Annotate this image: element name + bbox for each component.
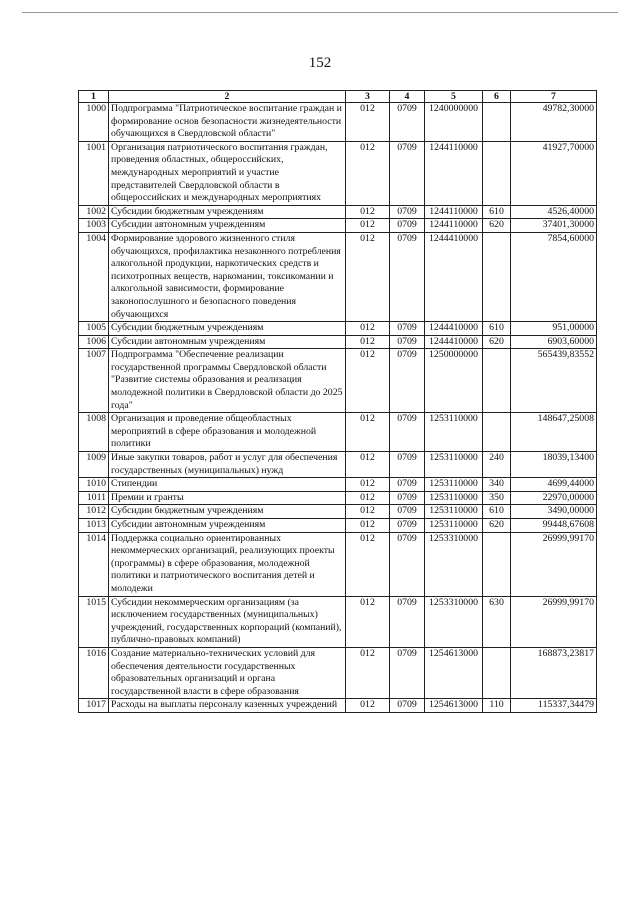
row-description: Субсидии автономным учреждениям <box>109 519 346 533</box>
row-expense-type: 630 <box>483 596 511 647</box>
row-description: Субсидии бюджетным учреждениям <box>109 505 346 519</box>
row-section-code: 0709 <box>390 141 425 205</box>
row-target-article: 1244410000 <box>425 335 483 349</box>
row-description: Подпрограмма "Патриотическое воспитание граждан и формирование основ безопасности жизнедеятельности обучающихся в Свердловской области" <box>109 103 346 142</box>
row-description: Поддержка социально ориентированных некоммерческих организаций, реализующих проекты (программы) в сфере образования, молодежной политики и патриотического воспитания детей и молодежи <box>109 532 346 596</box>
table-row <box>79 205 597 219</box>
row-number: 1013 <box>79 519 109 533</box>
row-target-article: 1253310000 <box>425 596 483 647</box>
row-target-article: 1253110000 <box>425 491 483 505</box>
table-row <box>79 491 597 505</box>
row-section-code: 0709 <box>390 519 425 533</box>
row-number: 1011 <box>79 491 109 505</box>
row-target-article: 1253110000 <box>425 505 483 519</box>
row-description: Стипендии <box>109 478 346 492</box>
table-row <box>79 519 597 533</box>
row-ministry-code: 012 <box>346 232 390 321</box>
row-number: 1002 <box>79 205 109 219</box>
row-amount: 3490,00000 <box>511 505 597 519</box>
row-expense-type: 620 <box>483 519 511 533</box>
row-description: Организация и проведение общеобластных мероприятий в сфере образования и молодежной политики <box>109 413 346 452</box>
row-target-article: 1244110000 <box>425 205 483 219</box>
row-number: 1003 <box>79 219 109 233</box>
row-description: Субсидии автономным учреждениям <box>109 219 346 233</box>
row-section-code: 0709 <box>390 699 425 713</box>
table-row <box>79 452 597 478</box>
row-expense-type: 610 <box>483 322 511 336</box>
row-expense-type <box>483 413 511 452</box>
row-number: 1014 <box>79 532 109 596</box>
row-target-article: 1253310000 <box>425 532 483 596</box>
row-section-code: 0709 <box>390 219 425 233</box>
row-expense-type: 610 <box>483 205 511 219</box>
row-section-code: 0709 <box>390 413 425 452</box>
row-number: 1016 <box>79 647 109 698</box>
row-section-code: 0709 <box>390 103 425 142</box>
row-section-code: 0709 <box>390 232 425 321</box>
row-description: Субсидии бюджетным учреждениям <box>109 205 346 219</box>
row-ministry-code: 012 <box>346 141 390 205</box>
row-amount: 4699,44000 <box>511 478 597 492</box>
row-description: Премии и гранты <box>109 491 346 505</box>
row-number: 1000 <box>79 103 109 142</box>
row-ministry-code: 012 <box>346 322 390 336</box>
row-target-article: 1244410000 <box>425 322 483 336</box>
table-row <box>79 413 597 452</box>
row-target-article: 1253110000 <box>425 452 483 478</box>
table-row <box>79 322 597 336</box>
row-expense-type <box>483 349 511 413</box>
row-amount: 148647,25008 <box>511 413 597 452</box>
table-row <box>79 103 597 142</box>
row-amount: 26999,99170 <box>511 596 597 647</box>
row-number: 1006 <box>79 335 109 349</box>
row-target-article: 1240000000 <box>425 103 483 142</box>
row-ministry-code: 012 <box>346 647 390 698</box>
row-amount: 4526,40000 <box>511 205 597 219</box>
row-ministry-code: 012 <box>346 205 390 219</box>
row-amount: 168873,23817 <box>511 647 597 698</box>
budget-table <box>78 90 597 713</box>
row-amount: 18039,13400 <box>511 452 597 478</box>
table-row <box>79 219 597 233</box>
row-ministry-code: 012 <box>346 505 390 519</box>
row-target-article: 1254613000 <box>425 699 483 713</box>
column-header: 3 <box>346 91 390 103</box>
row-section-code: 0709 <box>390 349 425 413</box>
row-description: Создание материально-технических условий для обеспечения деятельности государственных образовательных организаций и органа государственной власти в сфере образования <box>109 647 346 698</box>
row-expense-type <box>483 532 511 596</box>
row-description: Субсидии некоммерческим организациям (за исключением государственных (муниципальных) учреждений, государственных корпораций (компаний), публично-правовых компаний) <box>109 596 346 647</box>
row-ministry-code: 012 <box>346 452 390 478</box>
row-description: Организация патриотического воспитания граждан, проведения областных, общероссийских, международных мероприятий и участие представителей Свердловской области в общероссийских и международных мероприятиях <box>109 141 346 205</box>
row-ministry-code: 012 <box>346 335 390 349</box>
row-target-article: 1253110000 <box>425 478 483 492</box>
row-expense-type: 240 <box>483 452 511 478</box>
row-ministry-code: 012 <box>346 532 390 596</box>
row-amount: 6903,60000 <box>511 335 597 349</box>
row-section-code: 0709 <box>390 322 425 336</box>
row-target-article: 1253110000 <box>425 519 483 533</box>
table-header-row <box>79 91 597 103</box>
row-amount: 37401,30000 <box>511 219 597 233</box>
column-header: 7 <box>511 91 597 103</box>
row-description: Иные закупки товаров, работ и услуг для обеспечения государственных (муниципальных) нужд <box>109 452 346 478</box>
row-ministry-code: 012 <box>346 413 390 452</box>
row-expense-type <box>483 232 511 321</box>
row-section-code: 0709 <box>390 491 425 505</box>
row-description: Подпрограмма "Обеспечение реализации государственной программы Свердловской области "Развитие системы образования и реализация молодежной политики в Свердловской области до 2025 года" <box>109 349 346 413</box>
page-top-rule <box>22 12 618 13</box>
table-row <box>79 647 597 698</box>
row-number: 1015 <box>79 596 109 647</box>
row-expense-type: 340 <box>483 478 511 492</box>
row-amount: 49782,30000 <box>511 103 597 142</box>
page-number: 152 <box>308 55 332 71</box>
row-expense-type: 620 <box>483 219 511 233</box>
row-ministry-code: 012 <box>346 103 390 142</box>
row-amount: 7854,60000 <box>511 232 597 321</box>
row-ministry-code: 012 <box>346 478 390 492</box>
row-number: 1007 <box>79 349 109 413</box>
row-expense-type: 110 <box>483 699 511 713</box>
table-row <box>79 141 597 205</box>
row-description: Расходы на выплаты персоналу казенных учреждений <box>109 699 346 713</box>
row-expense-type <box>483 141 511 205</box>
table-row <box>79 335 597 349</box>
row-target-article: 1244110000 <box>425 219 483 233</box>
row-section-code: 0709 <box>390 478 425 492</box>
table-row <box>79 505 597 519</box>
column-header: 6 <box>483 91 511 103</box>
row-amount: 26999,99170 <box>511 532 597 596</box>
row-ministry-code: 012 <box>346 596 390 647</box>
table-row <box>79 349 597 413</box>
row-description: Формирование здорового жизненного стиля обучающихся, профилактика незаконного потребления алкогольной продукции, наркотических средств и психотропных веществ, наркомании, токсикомании и алкогольной зависимости, формирование законопослушного и безопасного поведения обучающихся <box>109 232 346 321</box>
row-section-code: 0709 <box>390 452 425 478</box>
table-row <box>79 699 597 713</box>
row-amount: 22970,00000 <box>511 491 597 505</box>
row-number: 1001 <box>79 141 109 205</box>
column-header: 1 <box>79 91 109 103</box>
row-amount: 99448,67608 <box>511 519 597 533</box>
row-section-code: 0709 <box>390 335 425 349</box>
row-target-article: 1250000000 <box>425 349 483 413</box>
row-expense-type: 610 <box>483 505 511 519</box>
row-section-code: 0709 <box>390 505 425 519</box>
row-expense-type <box>483 647 511 698</box>
row-description: Субсидии бюджетным учреждениям <box>109 322 346 336</box>
row-amount: 951,00000 <box>511 322 597 336</box>
row-section-code: 0709 <box>390 596 425 647</box>
row-section-code: 0709 <box>390 205 425 219</box>
row-ministry-code: 012 <box>346 219 390 233</box>
row-target-article: 1244110000 <box>425 141 483 205</box>
row-section-code: 0709 <box>390 647 425 698</box>
row-number: 1009 <box>79 452 109 478</box>
row-number: 1005 <box>79 322 109 336</box>
row-expense-type: 620 <box>483 335 511 349</box>
row-amount: 565439,83552 <box>511 349 597 413</box>
table-row <box>79 596 597 647</box>
row-target-article: 1253110000 <box>425 413 483 452</box>
row-number: 1012 <box>79 505 109 519</box>
row-ministry-code: 012 <box>346 699 390 713</box>
row-section-code: 0709 <box>390 532 425 596</box>
row-description: Субсидии автономным учреждениям <box>109 335 346 349</box>
row-target-article: 1244410000 <box>425 232 483 321</box>
row-amount: 41927,70000 <box>511 141 597 205</box>
table-row <box>79 478 597 492</box>
table-body <box>79 103 597 713</box>
row-ministry-code: 012 <box>346 349 390 413</box>
row-number: 1017 <box>79 699 109 713</box>
row-number: 1008 <box>79 413 109 452</box>
row-amount: 115337,34479 <box>511 699 597 713</box>
row-target-article: 1254613000 <box>425 647 483 698</box>
column-header: 2 <box>109 91 346 103</box>
column-header: 5 <box>425 91 483 103</box>
row-expense-type <box>483 103 511 142</box>
column-header: 4 <box>390 91 425 103</box>
row-number: 1004 <box>79 232 109 321</box>
row-ministry-code: 012 <box>346 519 390 533</box>
row-ministry-code: 012 <box>346 491 390 505</box>
table-row <box>79 532 597 596</box>
row-number: 1010 <box>79 478 109 492</box>
row-expense-type: 350 <box>483 491 511 505</box>
table-row <box>79 232 597 321</box>
